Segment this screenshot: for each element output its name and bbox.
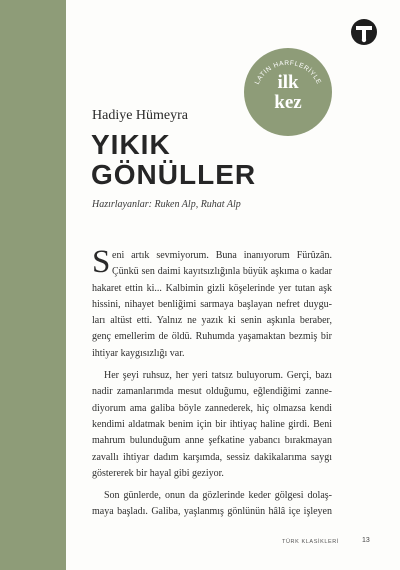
book-title-line2: GÖNÜLLER bbox=[91, 159, 257, 190]
paragraph-3 bbox=[92, 488, 332, 521]
body-text bbox=[92, 244, 332, 527]
text-line: genç emellerim de öldü. Ruhumda yaşamaktan bezmiş bir bbox=[92, 331, 332, 343]
text-line: mahrum bulunduğum anne şefkatine yabancı bırakmayan bbox=[92, 435, 332, 447]
page-number: 13 bbox=[362, 537, 370, 544]
badge-word-ilk: ilk bbox=[277, 72, 299, 93]
text-line: zavallı ihtiyar dadım karşımda, sessiz dakikalarıma saygı bbox=[92, 451, 332, 463]
author-name: Hadiye Hümeyra bbox=[92, 108, 189, 123]
text-line: Çünkü sen daimi kayıtsızlığınla büyük aşkıma o kadar bbox=[112, 266, 332, 278]
editors-credit: Hazırlayanlar: Ruken Alp, Ruhat Alp bbox=[92, 199, 241, 210]
text-line: diyorum ama galiba böyle zannederek, hiç olmazsa kendi bbox=[92, 402, 332, 414]
book-title bbox=[91, 130, 256, 190]
text-line: Her şeyi ruhsuz, her yeri tatsız buluyorum. Gerçi, bazı bbox=[104, 370, 332, 382]
text-line: nadir zamanlarımda mesut olduğumu, eğlendiğimi zanne- bbox=[92, 386, 332, 398]
series-badge bbox=[244, 48, 332, 136]
publisher-logo-icon bbox=[350, 18, 378, 46]
text-line: hissini, nihayet benliğimi sarmaya başlayan nefret duygu- bbox=[92, 298, 332, 310]
paragraph-1 bbox=[92, 244, 332, 362]
text-line: hakaret ettin ki... Kalbimin gizli köşelerinde yer tutan aşk bbox=[92, 282, 332, 294]
text-line: Son günlerde, onun da gözlerinde keder gölgesi dolaş- bbox=[104, 490, 332, 502]
paragraph-2 bbox=[92, 368, 332, 482]
text-line: kendimi aldatmak benim için bir ihtiyaç haline girdi. Beni bbox=[92, 418, 332, 430]
book-title-line1: YIKIK bbox=[91, 129, 171, 160]
badge-arc-text: LATIN HARFLERİYLE bbox=[253, 59, 323, 86]
text-line: ları altüst etti. Yalnız ne yazık ki senin aşkınla beraber, bbox=[92, 315, 332, 327]
dropcap: S bbox=[92, 244, 111, 280]
badge-word-kez: kez bbox=[274, 92, 302, 113]
text-line: eni artık sevmiyorum. Buna inanıyorum Fürûzân. bbox=[112, 250, 332, 261]
spine-strip bbox=[0, 0, 66, 570]
text-line: göstererek bir hayal gibi geziyor. bbox=[92, 467, 224, 479]
footer-series-label: TÜRK KLASİKLERİ bbox=[282, 539, 339, 545]
text-line: ihtiyar kaygısızlığı var. bbox=[92, 347, 185, 359]
text-line: maya başladı. Galiba, yaşlanmış gönlünün hâlâ içe işleyen bbox=[92, 506, 332, 518]
